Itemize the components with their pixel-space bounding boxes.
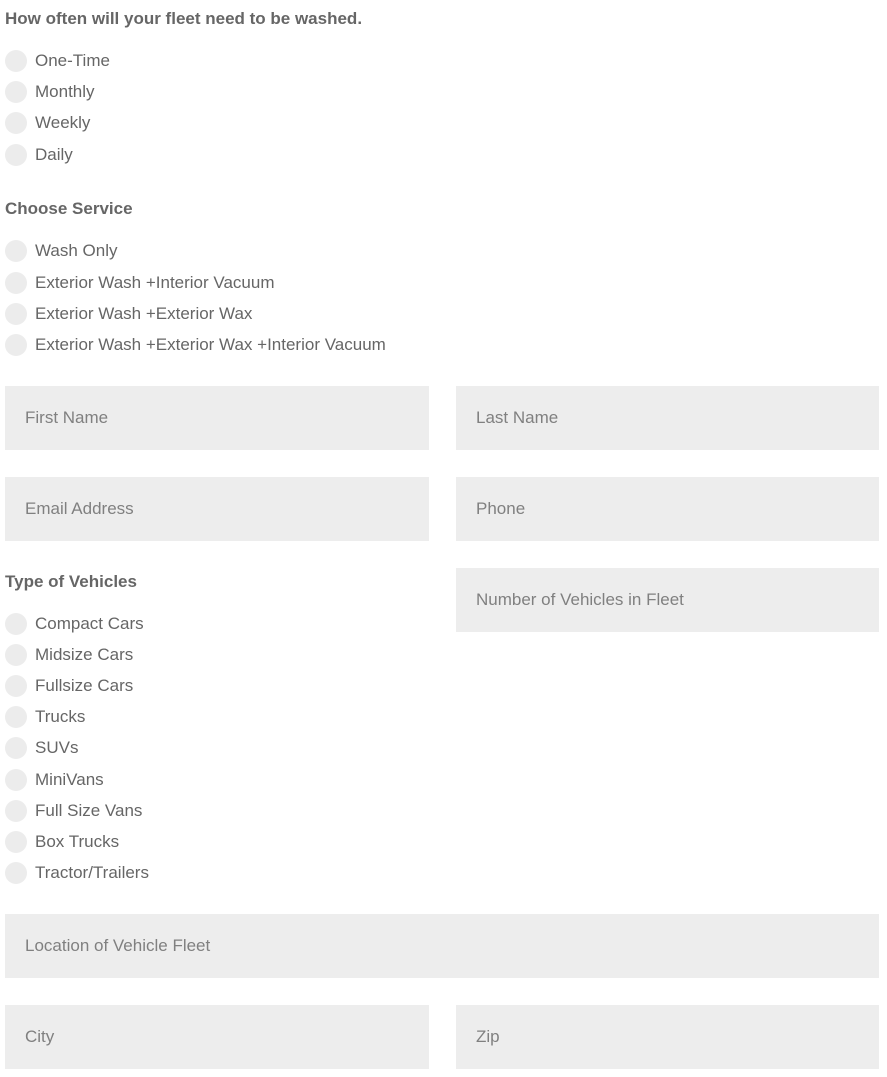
radio-button[interactable] <box>5 831 27 853</box>
radio-label: Tractor/Trailers <box>35 863 149 882</box>
radio-label: One-Time <box>35 51 110 70</box>
radio-label: Full Size Vans <box>35 801 143 820</box>
radio-service-exterior-wax[interactable] <box>5 302 252 326</box>
last-name-input[interactable] <box>456 386 879 450</box>
radio-vehicle-tractor-trailers[interactable] <box>5 861 149 885</box>
radio-label: Monthly <box>35 82 95 101</box>
radio-label: Midsize Cars <box>35 645 134 664</box>
vehicle-count-input[interactable] <box>456 568 879 632</box>
radio-button[interactable] <box>5 862 27 884</box>
radio-label: MiniVans <box>35 770 104 789</box>
first-name-input[interactable] <box>5 386 429 450</box>
radio-button[interactable] <box>5 240 27 262</box>
radio-label: Daily <box>35 145 73 164</box>
service-question-label: Choose Service <box>5 199 133 218</box>
radio-vehicle-fullsize-cars[interactable] <box>5 674 133 698</box>
radio-button[interactable] <box>5 769 27 791</box>
radio-vehicle-trucks[interactable] <box>5 705 85 729</box>
radio-label: Weekly <box>35 113 91 132</box>
radio-vehicle-midsize-cars[interactable] <box>5 643 133 667</box>
radio-button[interactable] <box>5 644 27 666</box>
radio-label: Wash Only <box>35 241 118 260</box>
radio-button[interactable] <box>5 272 27 294</box>
radio-button[interactable] <box>5 144 27 166</box>
radio-vehicle-compact-cars[interactable] <box>5 612 144 636</box>
radio-vehicle-suvs[interactable] <box>5 736 78 760</box>
radio-frequency-weekly[interactable] <box>5 111 90 135</box>
radio-label: Exterior Wash +Interior Vacuum <box>35 273 275 292</box>
radio-frequency-daily[interactable] <box>5 143 73 167</box>
radio-label: Compact Cars <box>35 614 144 633</box>
email-input[interactable] <box>5 477 429 541</box>
radio-button[interactable] <box>5 675 27 697</box>
radio-label: Exterior Wash +Exterior Wax +Interior Vacuum <box>35 335 386 354</box>
radio-button[interactable] <box>5 706 27 728</box>
radio-button[interactable] <box>5 50 27 72</box>
radio-label: SUVs <box>35 738 79 757</box>
radio-button[interactable] <box>5 737 27 759</box>
radio-label: Fullsize Cars <box>35 676 134 695</box>
phone-input[interactable] <box>456 477 879 541</box>
radio-button[interactable] <box>5 81 27 103</box>
radio-button[interactable] <box>5 613 27 635</box>
radio-vehicle-box-trucks[interactable] <box>5 830 119 854</box>
radio-button[interactable] <box>5 303 27 325</box>
fleet-location-input[interactable] <box>5 914 879 978</box>
radio-service-full[interactable] <box>5 333 386 357</box>
frequency-question-label: How often will your fleet need to be washed. <box>5 9 363 28</box>
radio-frequency-monthly[interactable] <box>5 80 95 104</box>
radio-label: Trucks <box>35 707 86 726</box>
radio-vehicle-full-size-vans[interactable] <box>5 799 142 823</box>
radio-button[interactable] <box>5 334 27 356</box>
radio-service-wash-only[interactable] <box>5 239 118 263</box>
radio-frequency-one-time[interactable] <box>5 49 110 73</box>
radio-label: Box Trucks <box>35 832 120 851</box>
radio-button[interactable] <box>5 800 27 822</box>
radio-vehicle-minivans[interactable] <box>5 768 104 792</box>
city-input[interactable] <box>5 1005 429 1069</box>
radio-button[interactable] <box>5 112 27 134</box>
vehicle-type-question-label: Type of Vehicles <box>5 572 137 591</box>
zip-input[interactable] <box>456 1005 879 1069</box>
radio-label: Exterior Wash +Exterior Wax <box>35 304 253 323</box>
radio-service-exterior-interior-vacuum[interactable] <box>5 271 275 295</box>
